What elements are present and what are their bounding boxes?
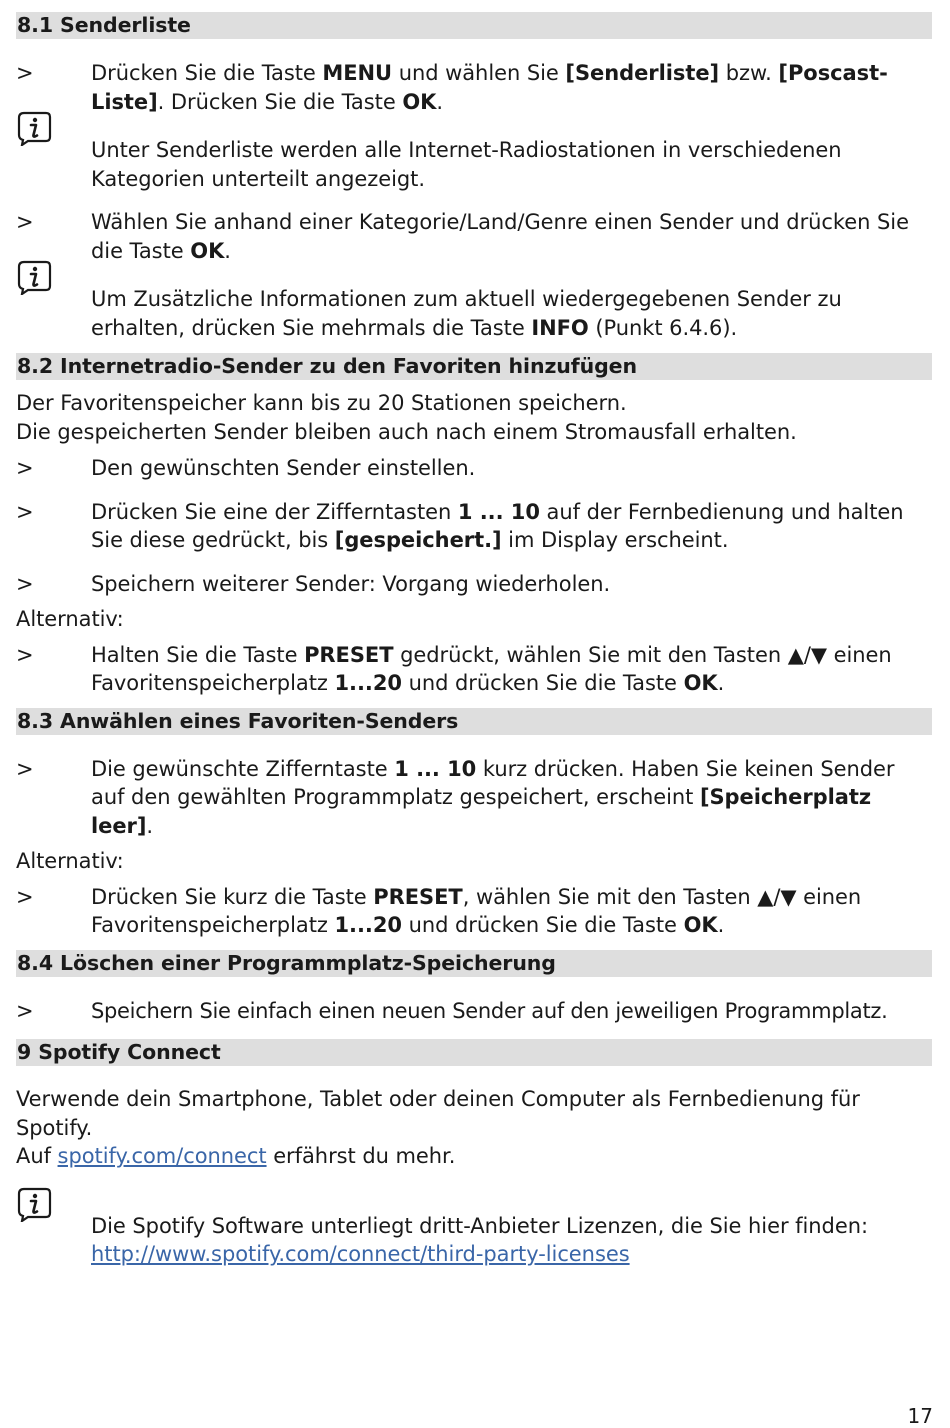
step-item: > Wählen Sie anhand einer Kategorie/Land/Genre einen Sender und drücken Sie die Taste OK. <box>16 210 909 263</box>
step-marker: > <box>16 499 34 524</box>
info-note: Um Zusätzliche Informationen zum aktuell wiedergegebenen Sender zu erhalten, drücken Sie mehrmals die Taste INFO (Punkt 6.4.6). <box>16 272 932 342</box>
step-item: > Den gewünschten Sender einstellen. <box>16 454 932 483</box>
section-header-8-3: 8.3 Anwählen eines Favoriten-Senders <box>16 708 932 735</box>
page-content <box>16 12 932 1269</box>
step-marker: > <box>16 998 34 1023</box>
spotify-connect-link[interactable]: spotify.com/connect <box>57 1144 267 1168</box>
key-digits: 1 ... 10 <box>457 499 540 524</box>
key-preset: PRESET <box>373 884 463 909</box>
alternative-label: Alternativ: <box>16 607 124 631</box>
key-ok: OK <box>683 671 718 695</box>
key-menu: MENU <box>322 61 393 85</box>
step-marker: > <box>16 756 34 781</box>
step-marker: > <box>16 642 34 667</box>
key-ok: OK <box>683 913 718 937</box>
info-icon <box>16 1186 52 1222</box>
info-note: Unter Senderliste werden alle Internet-Radiostationen in verschiedenen Kategorien unterteilt angezeigt. <box>16 123 932 193</box>
menu-poscast-liste: [Poscast-Liste] <box>91 61 888 114</box>
step-item: > Speichern weiterer Sender: Vorgang wiederholen. <box>16 570 932 599</box>
preset-range: 1...20 <box>334 671 402 695</box>
step-item: > Speichern Sie einfach einen neuen Sender auf den jeweiligen Programmplatz. <box>16 997 932 1026</box>
spotify-intro: Verwende dein Smartphone, Tablet oder deinen Computer als Fernbedienung für Spotify. <box>16 1087 860 1140</box>
key-info: INFO <box>531 315 589 340</box>
step-item: > Drücken Sie kurz die Taste PRESET, wählen Sie mit den Tasten ▲/▼ einen Favoritenspeicherplatz 1...20 und drücken Sie die Taste OK. <box>16 884 862 937</box>
page-number: 17 <box>907 1404 933 1428</box>
spotify-more-info: Auf spotify.com/connect erfährst du mehr. <box>16 1144 456 1168</box>
section-header-8-4: 8.4 Löschen einer Programmplatz-Speicherung <box>16 950 932 977</box>
third-party-licenses-link[interactable]: http://www.spotify.com/connect/third-party-licenses <box>91 1242 630 1266</box>
info-icon <box>16 259 52 295</box>
step-item: > Drücken Sie die Taste MENU und wählen Sie [Senderliste] bzw. [Poscast-Liste]. Drücken Sie die Taste OK. <box>16 61 888 114</box>
step-item: > Die gewünschte Zifferntaste 1 ... 10 kurz drücken. Haben Sie keinen Sender auf den gewählten Programmplatz gespeichert, erscheint [Speicherplatz leer]. <box>16 756 895 838</box>
section-header-9: 9 Spotify Connect <box>16 1039 932 1066</box>
step-item: > Drücken Sie eine der Zifferntasten 1 ... 10 auf der Fernbedienung und halten Sie diese gedrückt, bis [gespeichert.] im Display erscheint. <box>16 499 904 552</box>
intro-text: Der Favoritenspeicher kann bis zu 20 Stationen speichern. <box>16 391 627 415</box>
section-header-8-2: 8.2 Internetradio-Sender zu den Favoriten hinzufügen <box>16 353 932 380</box>
step-marker: > <box>16 884 34 909</box>
step-item: > Halten Sie die Taste PRESET gedrückt, wählen Sie mit den Tasten ▲/▼ einen Favoritenspeicherplatz 1...20 und drücken Sie die Taste OK. <box>16 642 892 695</box>
step-marker: > <box>16 571 34 596</box>
key-ok: OK <box>402 89 437 114</box>
key-ok: OK <box>190 238 225 263</box>
step-marker: > <box>16 210 34 234</box>
preset-range: 1...20 <box>334 913 402 937</box>
step-marker: > <box>16 456 34 480</box>
key-digits: 1 ... 10 <box>394 756 477 781</box>
step-marker: > <box>16 61 34 85</box>
display-speicherplatz-leer: [Speicherplatz leer] <box>91 785 872 838</box>
info-note: Die Spotify Software unterliegt dritt-Anbieter Lizenzen, die Sie hier finden: http://www.spotify.com/connect/third-party-licenses <box>16 1199 932 1269</box>
intro-text: Die gespeicherten Sender bleiben auch nach einem Stromausfall erhalten. <box>16 419 797 444</box>
key-preset: PRESET <box>304 642 394 667</box>
info-icon <box>16 110 52 146</box>
section-header-8-1: 8.1 Senderliste <box>16 12 932 39</box>
menu-senderliste: [Senderliste] <box>565 61 720 85</box>
display-gespeichert: [gespeichert.] <box>334 528 502 552</box>
alternative-label: Alternativ: <box>16 849 124 873</box>
